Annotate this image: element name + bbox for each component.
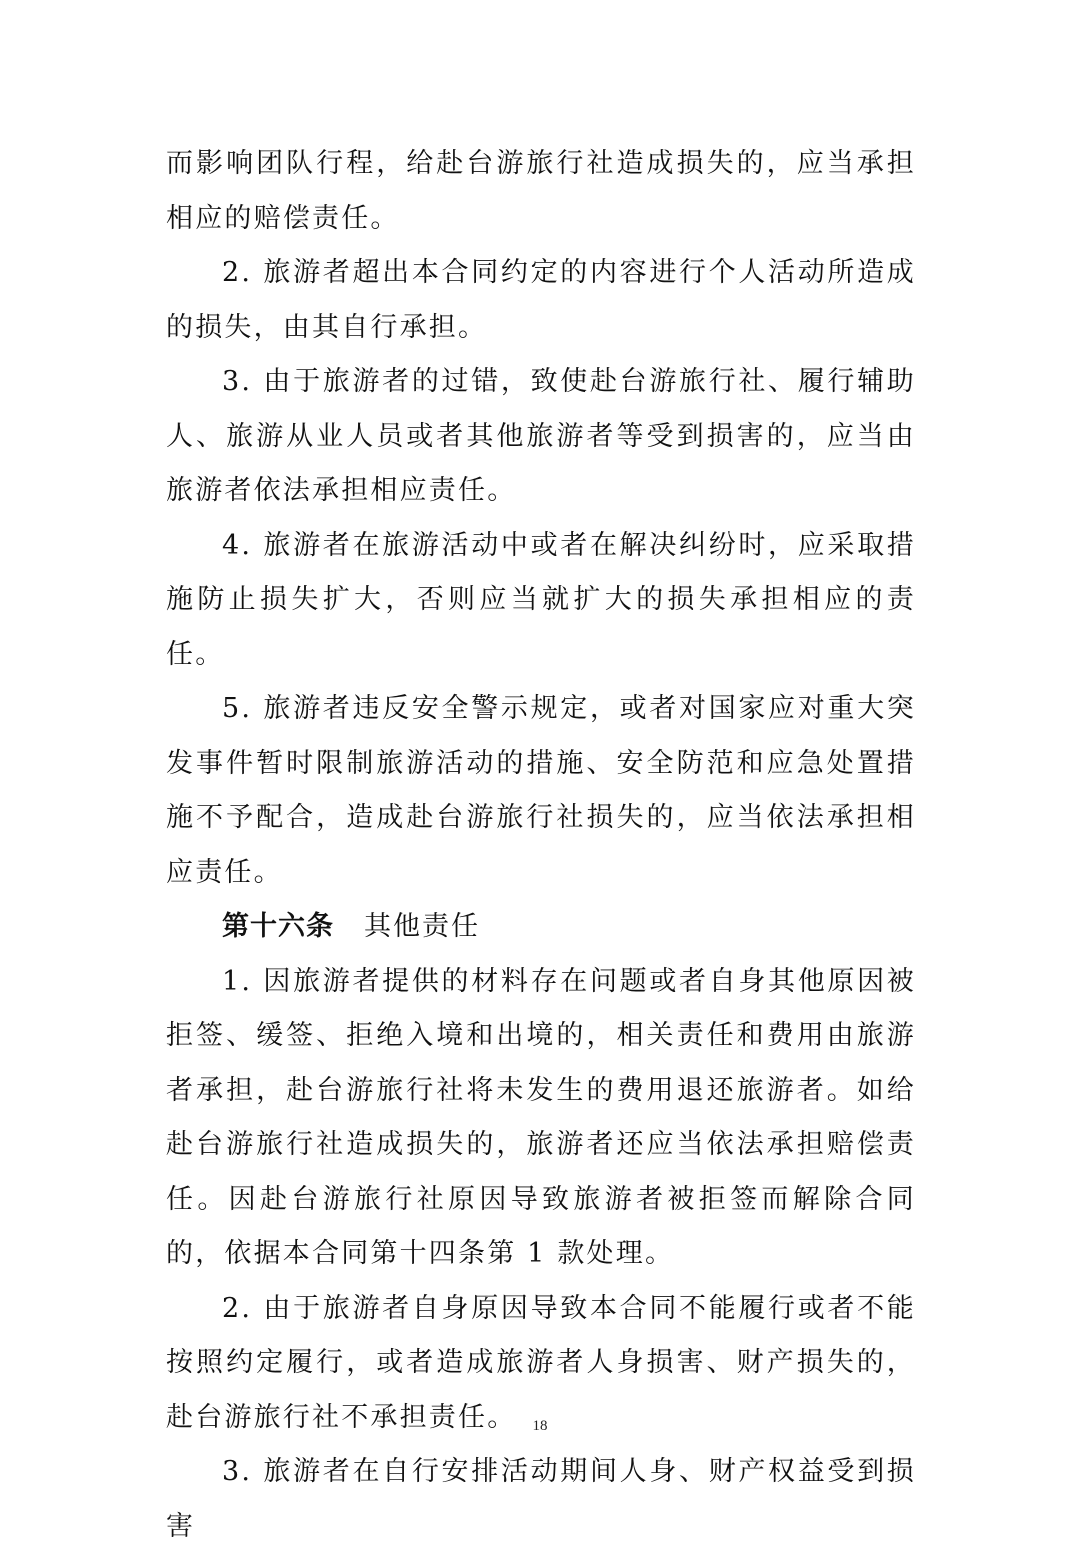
page-number: 18 [532, 1418, 548, 1434]
paragraph-article16-clause-3: 3. 旅游者在自行安排活动期间人身、财产权益受到损害 [166, 1456, 916, 1542]
paragraph-clause-5: 5. 旅游者违反安全警示规定，或者对国家应对重大突发事件暂时限制旅游活动的措施、安全防范和应急处置措施不予配合，造成赴台游旅行社损失的，应当依法承担相应责任。 [166, 693, 916, 888]
paragraph-clause-3: 3. 由于旅游者的过错，致使赴台游旅行社、履行辅助人、旅游从业人员或者其他旅游者等受到损害的，应当由旅游者依法承担相应责任。 [166, 366, 916, 506]
paragraph-clause-4: 4. 旅游者在旅游活动中或者在解决纠纷时，应采取措施防止损失扩大，否则应当就扩大的损失承担相应的责任。 [166, 529, 916, 670]
paragraph-continuation: 而影响团队行程，给赴台游旅行社造成损失的，应当承担相应的赔偿责任。 [166, 148, 916, 234]
body-text [166, 137, 916, 1554]
article-title: 其他责任 [364, 911, 480, 942]
paragraph-article16-clause-1: 1. 因旅游者提供的材料存在问题或者自身其他原因被拒签、缓签、拒绝入境和出境的，相关责任和费用由旅游者承担，赴台游旅行社将未发生的费用退还旅游者。如给赴台游旅行社造成损失的，旅游者还应当依法承担赔偿责任。因赴台游旅行社原因导致旅游者被拒签而解除合同的，依据本合同第十四条第 1 款处理。 [166, 965, 916, 1269]
paragraph-article16-clause-2: 2. 由于旅游者自身原因导致本合同不能履行或者不能按照约定履行，或者造成旅游者人身损害、财产损失的，赴台游旅行社不承担责任。 [166, 1292, 916, 1433]
paragraph-clause-2: 2. 旅游者超出本合同约定的内容进行个人活动所造成的损失，由其自行承担。 [166, 257, 916, 343]
article-heading [166, 900, 916, 955]
article-number: 第十六条 [222, 911, 334, 942]
